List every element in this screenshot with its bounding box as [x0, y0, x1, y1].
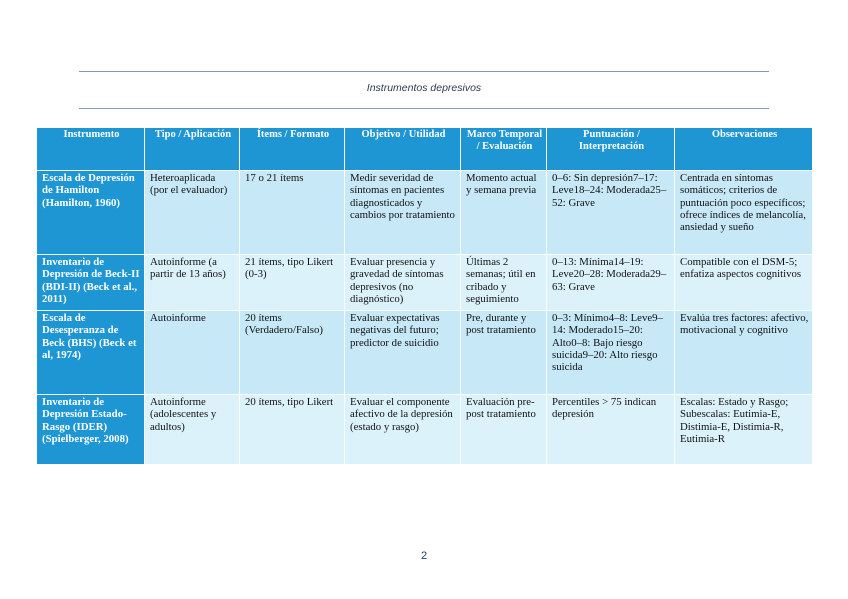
- cell-items: 17 o 21 ítems: [240, 171, 345, 255]
- table-row: [37, 255, 813, 311]
- page-number: 2: [420, 550, 428, 562]
- header-cell-objetivo: Objetivo / Utilidad: [345, 128, 461, 171]
- cell-marco: Momento actual y semana previa: [461, 171, 547, 255]
- header-cell-instrumento: Instrumento: [37, 128, 145, 171]
- cell-observaciones: Evalúa tres factores: afectivo, motivacional y cognitivo: [675, 311, 813, 395]
- cell-tipo: Autoinforme (adolescentes y adultos): [145, 395, 240, 465]
- row-instrument-name: Escala de Depresión de Hamilton (Hamilton, 1960): [37, 171, 145, 255]
- cell-objetivo: Evaluar expectativas negativas del futuro; predictor de suicidio: [345, 311, 461, 395]
- cell-items: 20 ítems (Verdadero/Falso): [240, 311, 345, 395]
- instruments-table: [36, 127, 813, 465]
- table-row: [37, 395, 813, 465]
- table-row: [37, 171, 813, 255]
- cell-puntuacion: 0–13: Mínima14–19: Leve20–28: Moderada29–63: Grave: [547, 255, 675, 311]
- cell-objetivo: Evaluar presencia y gravedad de síntomas depresivos (no diagnóstico): [345, 255, 461, 311]
- cell-tipo: Autoinforme: [145, 311, 240, 395]
- cell-puntuacion: Percentiles > 75 indican depresión: [547, 395, 675, 465]
- header-row: [37, 128, 813, 171]
- cell-marco: Últimas 2 semanas; útil en cribado y seguimiento: [461, 255, 547, 311]
- header-rule-top: [79, 71, 769, 72]
- cell-observaciones: Escalas: Estado y Rasgo; Subescalas: Eutimia-E, Distimia-E, Distimia-R, Eutimia-R: [675, 395, 813, 465]
- header-cell-puntuacion: Puntuación / Interpretación: [547, 128, 675, 171]
- header-cell-tipo: Tipo / Aplicación: [145, 128, 240, 171]
- row-instrument-name: Inventario de Depresión de Beck-II (BDI-II) (Beck et al., 2011): [37, 255, 145, 311]
- header-cell-items: Ítems / Formato: [240, 128, 345, 171]
- cell-tipo: Heteroaplicada (por el evaluador): [145, 171, 240, 255]
- row-instrument-name: Inventario de Depresión Estado-Rasgo (IDER) (Spielberger, 2008): [37, 395, 145, 465]
- cell-items: 21 ítems, tipo Likert (0-3): [240, 255, 345, 311]
- table-header: [37, 128, 813, 171]
- header-cell-marco: Marco Temporal / Evaluación: [461, 128, 547, 171]
- cell-tipo: Autoinforme (a partir de 13 años): [145, 255, 240, 311]
- cell-observaciones: Compatible con el DSM-5; enfatiza aspectos cognitivos: [675, 255, 813, 311]
- header-rule-bottom: [79, 108, 769, 109]
- table-row: [37, 311, 813, 395]
- cell-observaciones: Centrada en síntomas somáticos; criterios de puntuación poco específicos; ofrece índices de melancolía, ansiedad y sueño: [675, 171, 813, 255]
- header-cell-observaciones: Observaciones: [675, 128, 813, 171]
- cell-items: 20 ítems, tipo Likert: [240, 395, 345, 465]
- table-caption: Instrumentos depresivos: [366, 82, 482, 94]
- cell-puntuacion: 0–3: Mínimo4–8: Leve9–14: Moderado15–20: Alto0–8: Bajo riesgo suicida9–20: Alto riesgo suicida: [547, 311, 675, 395]
- cell-marco: Evaluación pre-post tratamiento: [461, 395, 547, 465]
- table-body: [37, 171, 813, 465]
- cell-marco: Pre, durante y post tratamiento: [461, 311, 547, 395]
- row-instrument-name: Escala de Desesperanza de Beck (BHS) (Beck et al, 1974): [37, 311, 145, 395]
- cell-objetivo: Medir severidad de síntomas en pacientes diagnosticados y cambios por tratamiento: [345, 171, 461, 255]
- cell-objetivo: Evaluar el componente afectivo de la depresión (estado y rasgo): [345, 395, 461, 465]
- cell-puntuacion: 0–6: Sin depresión7–17: Leve18–24: Moderada25–52: Grave: [547, 171, 675, 255]
